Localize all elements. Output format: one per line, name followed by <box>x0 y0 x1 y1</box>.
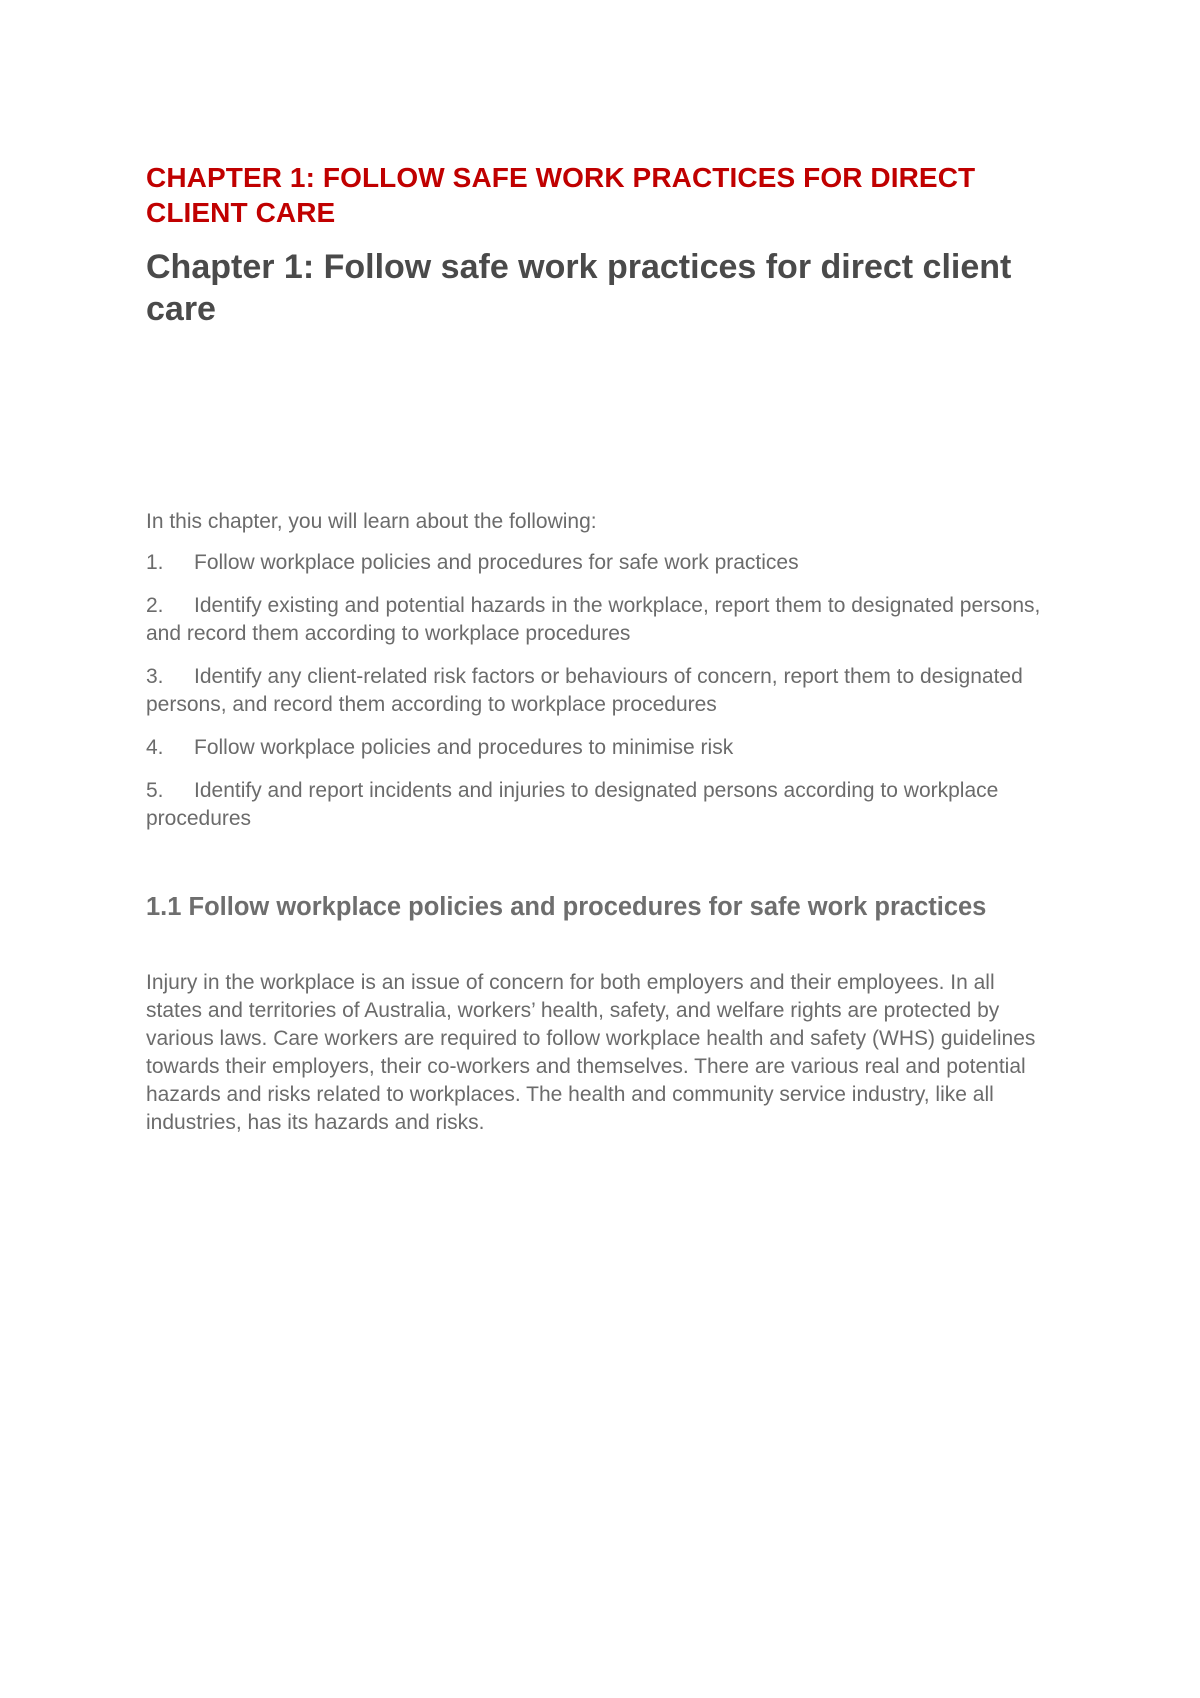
learning-outcomes-list <box>146 549 1056 833</box>
outcome-number: 3. <box>146 665 164 688</box>
page-content <box>146 160 1056 1137</box>
section-body-text: Injury in the workplace is an issue of concern for both employers and their employees. In all states and territories of Australia, workers’ health, safety, and welfare rights are protected by various laws. Care workers are required to follow workplace health and safety (WHS) guidelines towards their employers, their co-workers and themselves. There are various real and potential hazards and risks related to workplaces. The health and community service industry, like all industries, has its hazards and risks. <box>146 971 1036 1134</box>
outcome-text: Identify and report incidents and injuries to designated persons according to workplace procedures <box>146 779 999 830</box>
section-heading: 1.1 Follow workplace policies and procedures for safe work practices <box>146 893 987 921</box>
outcome-text: Identify existing and potential hazards in the workplace, report them to designated persons, and record them according to workplace procedures <box>146 594 1041 645</box>
outcome-number: 1. <box>146 551 164 574</box>
learning-outcome-4 <box>146 734 1056 762</box>
learning-outcome-3 <box>146 663 1056 719</box>
outcome-number: 4. <box>146 736 164 759</box>
intro-text: In this chapter, you will learn about the following: <box>146 510 597 533</box>
learning-outcome-1 <box>146 549 1056 577</box>
outcome-number: 5. <box>146 779 164 802</box>
outcome-text: Identify any client-related risk factors or behaviours of concern, report them to designated persons, and record them according to workplace procedures <box>146 665 1023 716</box>
learning-outcome-5 <box>146 777 1056 833</box>
outcome-number: 2. <box>146 594 164 617</box>
chapter-title: Chapter 1: Follow safe work practices for direct client care <box>146 248 1012 328</box>
chapter-label: CHAPTER 1: FOLLOW SAFE WORK PRACTICES FOR DIRECT CLIENT CARE <box>146 162 976 228</box>
outcome-text: Follow workplace policies and procedures for safe work practices <box>194 551 799 574</box>
outcome-text: Follow workplace policies and procedures to minimise risk <box>194 736 734 759</box>
learning-outcome-2 <box>146 592 1056 648</box>
